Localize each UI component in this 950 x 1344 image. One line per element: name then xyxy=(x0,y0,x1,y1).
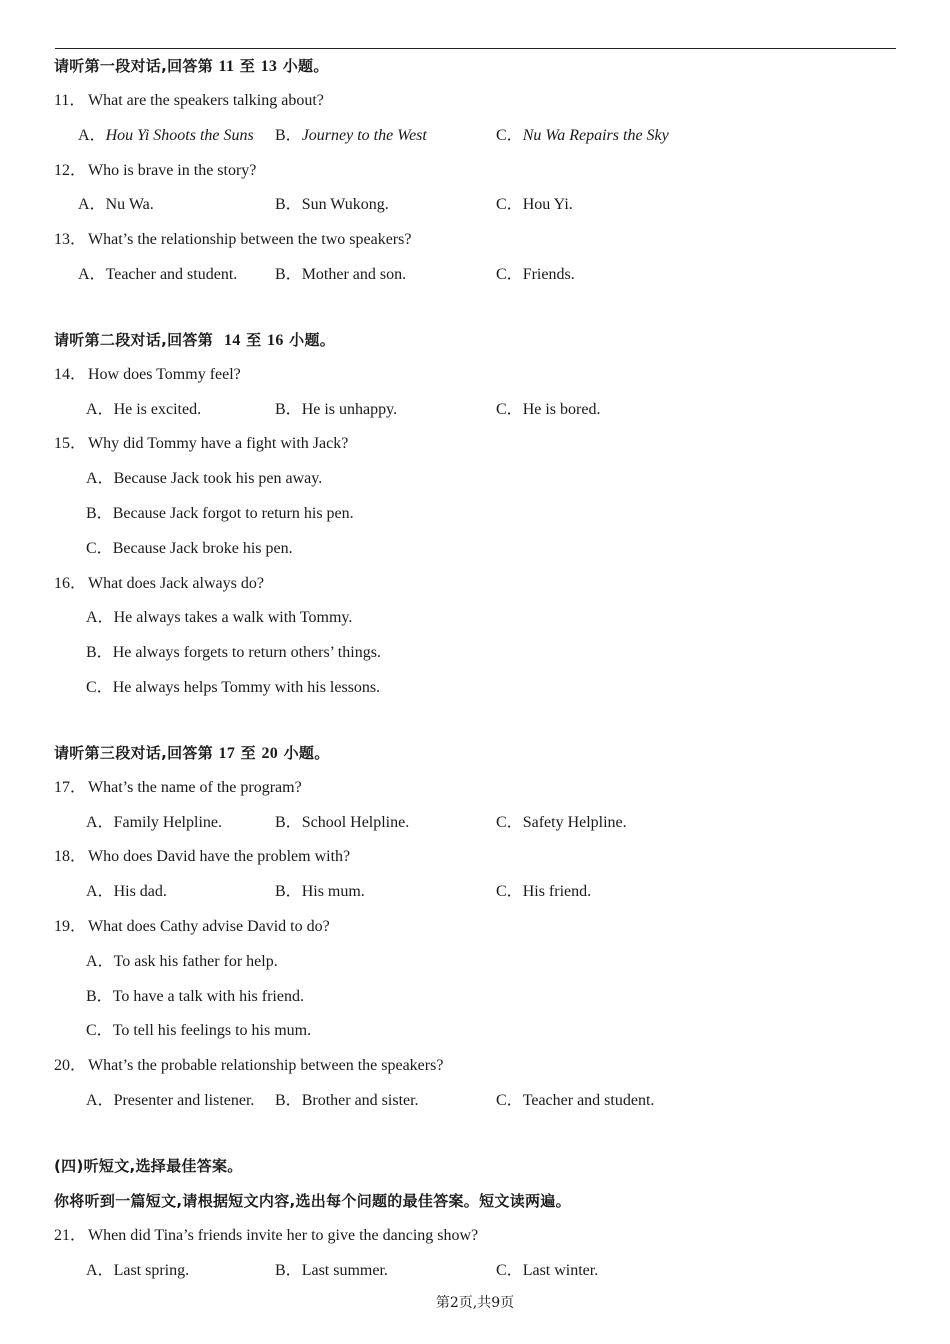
option-18-a[interactable]: A．His dad. xyxy=(86,883,167,901)
option-20-a[interactable]: A．Presenter and listener. xyxy=(86,1091,255,1109)
option-21-b[interactable]: B．Last summer. xyxy=(275,1261,388,1279)
option-20-c[interactable]: C．Teacher and student. xyxy=(496,1091,655,1109)
section4-instruction: 你将听到一篇短文,请根据短文内容,选出每个问题的最佳答案。短文读两遍。 xyxy=(54,1191,571,1210)
question-11: 11． What are the speakers talking about? xyxy=(54,92,324,109)
option-15-a[interactable]: A．Because Jack took his pen away. xyxy=(86,470,323,488)
option-18-b[interactable]: B．His mum. xyxy=(275,883,365,901)
option-18-c[interactable]: C．His friend. xyxy=(496,883,592,901)
section-spacer xyxy=(54,1123,914,1153)
options-21 xyxy=(54,1258,914,1293)
options-14 xyxy=(54,397,914,432)
option-17-c[interactable]: C．Safety Helpline. xyxy=(496,813,627,831)
section1-heading: 请听第一段对话,回答第 11 至 13 小题。 xyxy=(54,57,329,75)
page-content xyxy=(54,53,914,1292)
option-21-c[interactable]: C．Last winter. xyxy=(496,1261,599,1279)
option-15-c[interactable]: C．Because Jack broke his pen. xyxy=(86,539,293,557)
question-17: 17． What’s the name of the program? xyxy=(54,778,302,796)
option-17-a[interactable]: A．Family Helpline. xyxy=(86,813,222,831)
question-12: 12． Who is brave in the story? xyxy=(54,161,257,179)
option-12-c[interactable]: C．Hou Yi. xyxy=(496,196,573,214)
question-13: 13． What’s the relationship between the two speakers? xyxy=(54,231,412,249)
section-spacer xyxy=(54,710,914,740)
option-11-c[interactable]: C．Nu Wa Repairs the Sky xyxy=(496,126,669,144)
option-14-c[interactable]: C．He is bored. xyxy=(496,400,601,418)
option-19-c[interactable]: C．To tell his feelings to his mum. xyxy=(86,1022,312,1040)
option-16-b[interactable]: B．He always forgets to return others’ things. xyxy=(86,644,381,662)
option-14-a[interactable]: A．He is excited. xyxy=(86,400,202,418)
option-14-b[interactable]: B．He is unhappy. xyxy=(275,400,398,418)
option-13-a[interactable]: A．Teacher and student. xyxy=(78,265,238,283)
option-12-b[interactable]: B．Sun Wukong. xyxy=(275,196,389,214)
question-19: 19． What does Cathy advise David to do? xyxy=(54,917,330,935)
option-16-c[interactable]: C．He always helps Tommy with his lessons. xyxy=(86,678,381,696)
option-11-b[interactable]: B．Journey to the West xyxy=(275,126,427,144)
option-11-a[interactable]: A．Hou Yi Shoots the Suns xyxy=(78,126,254,144)
option-19-b[interactable]: B．To have a talk with his friend. xyxy=(86,987,304,1005)
options-13 xyxy=(54,262,914,297)
question-18: 18． Who does David have the problem with? xyxy=(54,848,351,866)
page-footer: 第2页,共9页 xyxy=(435,1295,515,1311)
option-21-a[interactable]: A．Last spring. xyxy=(86,1261,190,1279)
question-20: 20． What’s the probable relationship between the speakers? xyxy=(54,1057,444,1075)
options-17 xyxy=(54,810,914,845)
option-17-b[interactable]: B．School Helpline. xyxy=(275,813,410,831)
option-13-b[interactable]: B．Mother and son. xyxy=(275,265,407,283)
options-20 xyxy=(54,1088,914,1123)
options-11 xyxy=(54,123,914,158)
question-16: 16． What does Jack always do? xyxy=(54,574,264,592)
option-12-a[interactable]: A．Nu Wa. xyxy=(78,196,154,214)
option-19-a[interactable]: A．To ask his father for help. xyxy=(86,952,278,970)
question-15: 15． Why did Tommy have a fight with Jack? xyxy=(54,435,349,453)
options-18 xyxy=(54,879,914,914)
option-16-a[interactable]: A．He always takes a walk with Tommy. xyxy=(86,609,353,627)
question-21: 21． When did Tina’s friends invite her to give the dancing show? xyxy=(54,1226,479,1244)
option-13-c[interactable]: C．Friends. xyxy=(496,265,575,283)
option-15-b[interactable]: B．Because Jack forgot to return his pen. xyxy=(86,504,354,522)
section2-heading: 请听第二段对话,回答第 14 至 16 小题。 xyxy=(54,330,336,349)
section4-title: (四)听短文,选择最佳答案。 xyxy=(54,1156,243,1175)
option-20-b[interactable]: B．Brother and sister. xyxy=(275,1091,419,1109)
question-14: 14． How does Tommy feel? xyxy=(54,365,241,383)
options-12 xyxy=(54,192,914,227)
section-spacer xyxy=(54,297,914,327)
section3-heading: 请听第三段对话,回答第 17 至 20 小题。 xyxy=(54,743,330,762)
header-rule xyxy=(55,48,896,49)
